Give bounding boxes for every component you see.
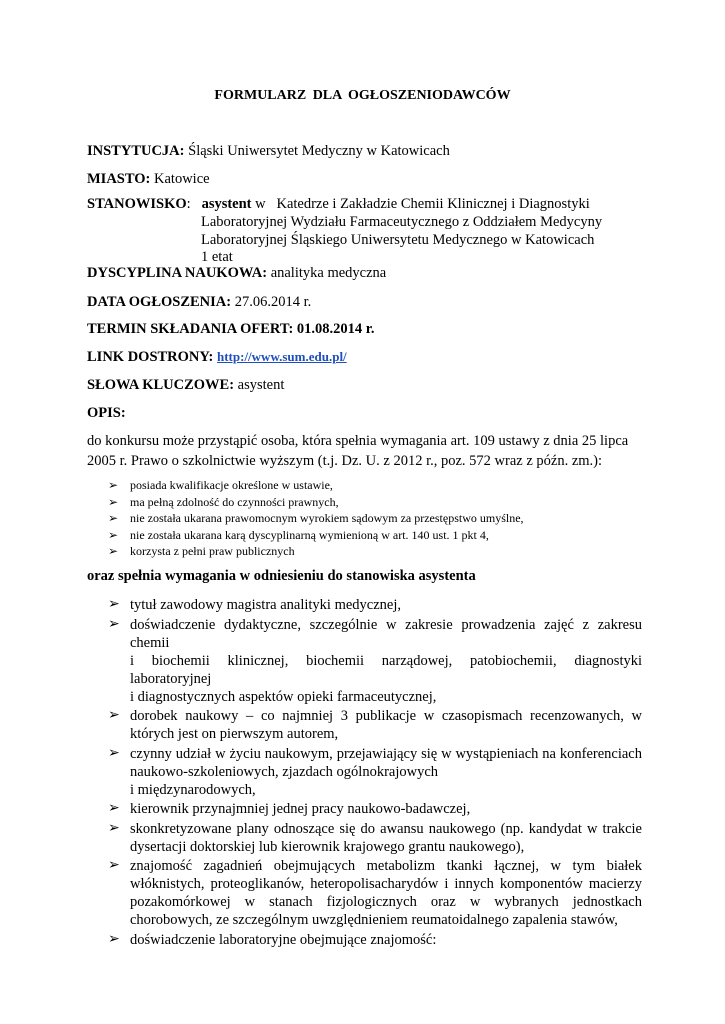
position-line-1: w Katedrze i Zakładzie Chemii Klinicznej i Diagnostyki [251, 196, 590, 212]
discipline-row [87, 264, 386, 282]
institution-row [87, 142, 450, 160]
institution-value: Śląski Uniwersytet Medyczny w Katowicach [184, 143, 450, 159]
arrow-bullet-icon: ➢ [108, 478, 119, 492]
list-item: ➢ dorobek naukowy – co najmniej 3 publikacje w czasopismach recenzowanych, w których jest on pierwszym autorem, [108, 708, 642, 742]
position-label: STANOWISKO [87, 196, 187, 212]
arrow-bullet-icon: ➢ [108, 597, 120, 612]
list-item: ➢ korzysta z pełni praw publicznych [108, 544, 295, 558]
date-row [87, 293, 311, 311]
arrow-bullet-icon: ➢ [108, 544, 119, 558]
keywords-label: SŁOWA KLUCZOWE: [87, 377, 235, 393]
intro-paragraph: do konkursu może przystąpić osoba, która spełnia wymagania art. 109 ustawy z dnia 25 lipca 2005 r. Prawo o szkolnictwie wyższym (t.j. Dz. U. z 2012 r., poz. 572 wraz z późn. zm.): [87, 433, 629, 469]
arrow-bullet-icon: ➢ [108, 616, 120, 632]
deadline-row [87, 320, 375, 338]
city-value: Katowice [150, 171, 210, 187]
city-row [87, 170, 210, 188]
list-item: ➢ znajomość zagadnień obejmujących metabolizm tkanki łącznej, w tym białek włóknistych, proteoglikanów, heteropolisacharydów i innych komponentów macierzy pozakomórkowej w stanach fizjologicznych oraz w wybranych jednostkach chorobowych, ze szczególnym uwzględnieniem reumatoidalnego zapalenia stawów, [108, 858, 642, 928]
arrow-bullet-icon: ➢ [108, 858, 120, 873]
list-item: ➢ kierownik przynajmniej jednej pracy naukowo-badawczej, [108, 801, 471, 817]
description-row [87, 404, 126, 422]
list-item: ➢ skonkretyzowane plany odnoszące się do awansu naukowego (np. kandydat w trakcie dysertacji doktorskiej lub kierownik krajowego grantu naukowego), [108, 820, 642, 855]
arrow-bullet-icon: ➢ [108, 708, 120, 723]
arrow-bullet-icon: ➢ [108, 494, 119, 509]
date-label: DATA OGŁOSZENIA: [87, 294, 232, 310]
list-item: ➢ czynny udział w życiu naukowym, przejawiający się w wystąpieniach na konferenciach naukowo-szkoleniowych, zjazdach ogólnokrajowych i międzynarodowych, [108, 745, 642, 798]
discipline-value: analityka medyczna [267, 265, 387, 281]
position-requirements-heading: oraz spełnia wymagania w odniesieniu do stanowiska asystenta [87, 568, 476, 584]
position-requirements-list [108, 596, 642, 949]
general-requirements-list [108, 477, 524, 560]
arrow-bullet-icon: ➢ [108, 931, 120, 947]
form-title: FORMULARZ DLA OGŁOSZENIODAWCÓW [214, 88, 511, 103]
institution-label: INSTYTUCJA: [87, 143, 185, 159]
list-item: ➢ ma pełną zdolność do czynności prawnych, [108, 494, 339, 509]
position-title: asystent [201, 196, 252, 212]
arrow-bullet-icon: ➢ [108, 527, 119, 542]
link-row [87, 348, 347, 366]
deadline-text: TERMIN SKŁADANIA OFERT: 01.08.2014 r. [87, 321, 375, 337]
website-link[interactable]: http://www.sum.edu.pl/ [217, 349, 347, 364]
position-line-2: Laboratoryjnej Wydziału Farmaceutycznego z Oddziałem Medycyny [201, 214, 603, 230]
city-label: MIASTO: [87, 171, 151, 187]
list-item: ➢ doświadczenie dydaktyczne, szczególnie w zakresie prowadzenia zajęć z zakresu chemii i biochemii klinicznej, biochemii narządowej, patobiochemii, diagnostyki laboratoryjnej i diagnostycznych aspektów opieki farmaceutycznej, [108, 616, 642, 705]
arrow-bullet-icon: ➢ [108, 801, 120, 816]
position-row [87, 195, 590, 213]
list-item: ➢ posiada kwalifikacje określone w ustawie, [108, 478, 333, 492]
list-item: ➢ tytuł zawodowy magistra analityki medycznej, [108, 597, 401, 613]
description-label: OPIS: [87, 405, 126, 421]
position-colon: : [186, 196, 202, 212]
arrow-bullet-icon: ➢ [108, 820, 120, 836]
list-item: ➢ nie została ukarana prawomocnym wyrokiem sądowym za przestępstwo umyślne, [108, 511, 524, 525]
discipline-label: DYSCYPLINA NAUKOWA: [87, 265, 268, 281]
arrow-bullet-icon: ➢ [108, 745, 120, 761]
position-line-3: Laboratoryjnej Śląskiego Uniwersytetu Medycznego w Katowicach [201, 232, 595, 248]
list-item: ➢ doświadczenie laboratoryjne obejmujące znajomość: [108, 931, 437, 948]
keywords-row [87, 376, 284, 394]
date-value: 27.06.2014 r. [231, 294, 312, 310]
keywords-value: asystent [234, 377, 285, 393]
link-label: LINK DOSTRONY: [87, 349, 214, 365]
position-line-4: 1 etat [201, 249, 233, 265]
arrow-bullet-icon: ➢ [108, 511, 119, 525]
list-item: ➢ nie została ukarana karą dyscyplinarną wymienioną w art. 140 ust. 1 pkt 4, [108, 527, 489, 542]
